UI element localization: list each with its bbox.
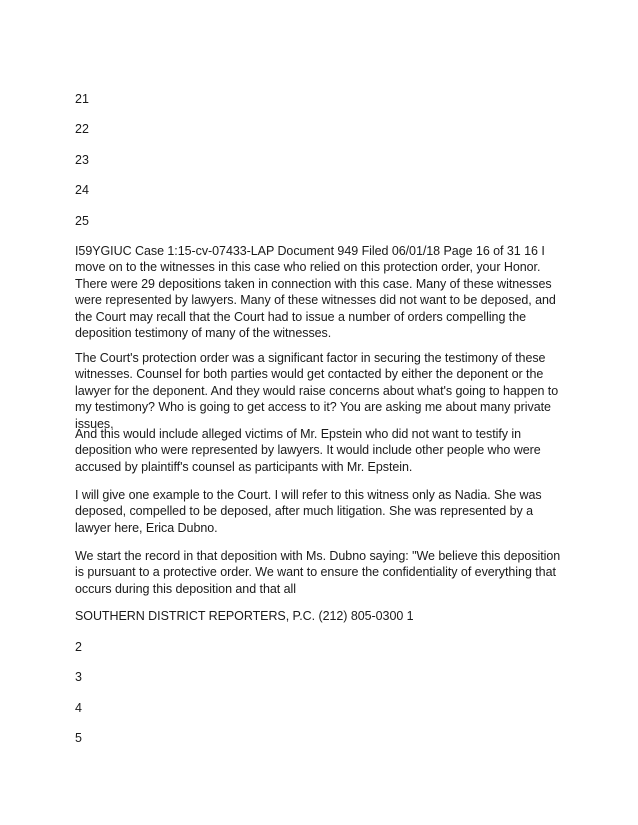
paragraph-deposition-record: We start the record in that deposition with Ms. Dubno saying: "We believe this deposition is pursuant to a protective order. We want to ensure the confidentiality of everything that occurs during this deposition and that all <box>75 549 561 596</box>
reporter-footer: SOUTHERN DISTRICT REPORTERS, P.C. (212) 805-0300 1 <box>75 609 414 623</box>
line-number: 2 <box>75 640 82 654</box>
line-number: 23 <box>75 153 89 167</box>
paragraph-alleged-victims: And this would include alleged victims of Mr. Epstein who did not want to testify in deposition who were represented by lawyers. It would include other people who were accused by plaintiff's counsel as participants with Mr. Epstein. <box>75 427 541 474</box>
line-number: 3 <box>75 670 82 684</box>
line-number: 22 <box>75 122 89 136</box>
paragraph-header-and-opening: I59YGIUC Case 1:15-cv-07433-LAP Document 949 Filed 06/01/18 Page 16 of 31 16 I move on to the witnesses in this case who relied on this protection order, your Honor. There were 29 depositions taken in connection with this case. Many of these witnesses were represented by lawyers. Many of these witnesses did not want to be deposed, and the Court may recall that the Court had to issue a number of orders compelling the deposition testimony of many of the witnesses. <box>75 244 556 341</box>
paragraph-witness-example: I will give one example to the Court. I will refer to this witness only as Nadia. She was deposed, compelled to be deposed, after much litigation. She was represented by a lawyer here, Erica Dubno. <box>75 488 542 535</box>
line-number: 24 <box>75 183 89 197</box>
line-number: 5 <box>75 731 82 745</box>
line-number: 4 <box>75 701 82 715</box>
paragraph-protection-order: The Court's protection order was a significant factor in securing the testimony of these witnesses. Counsel for both parties would get contacted by either the deponent or the lawyer for the deponent. And they would raise concerns about what's going to happen to my testimony? Who is going to get access to it? You are asking me about many private issues. <box>75 351 559 431</box>
line-number: 21 <box>75 92 89 106</box>
line-number: 25 <box>75 214 89 228</box>
